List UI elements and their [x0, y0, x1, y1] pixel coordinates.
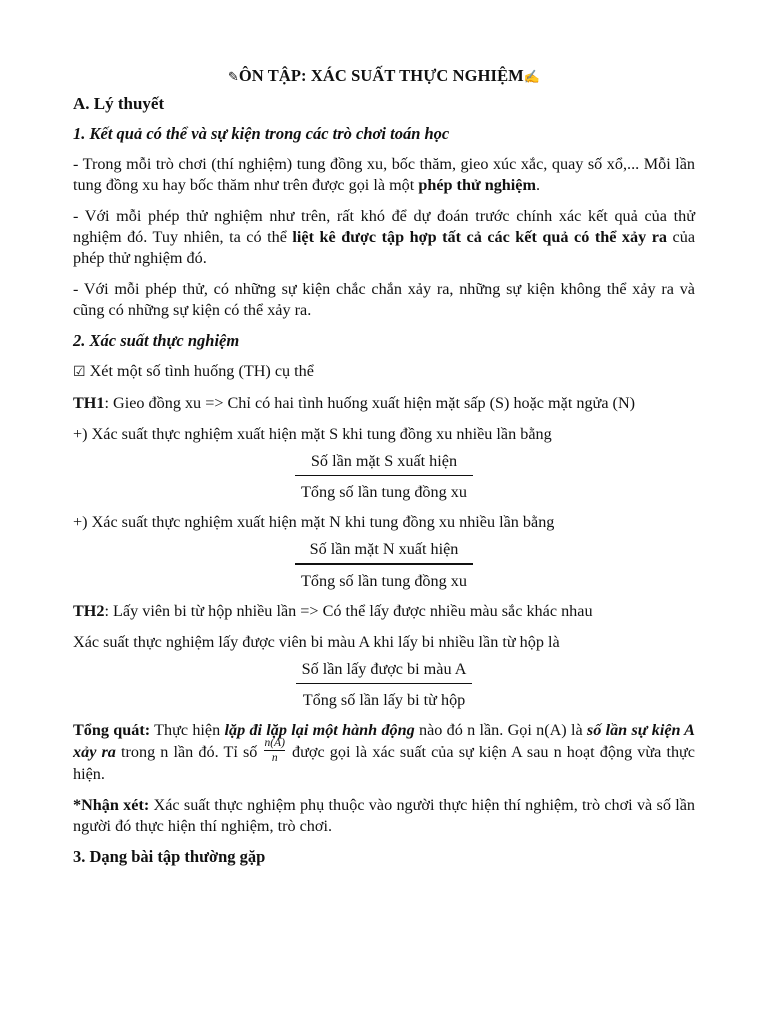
th1-n-fraction	[73, 539, 695, 590]
general-label: Tổng quát:	[73, 721, 151, 740]
check-line	[73, 361, 695, 383]
general-emphasis-1: lặp đi lặp lại một hành động	[224, 721, 415, 740]
paragraph-1-text: - Trong mỗi trò chơi (thí nghiệm) tung đồng xu, bốc thăm, gieo xúc xắc, quay số xổ,... Mỗi lần tung đồng xu hay bốc thăm như trên được gọi là một	[73, 155, 695, 194]
th2-label: TH2	[73, 601, 105, 620]
check-line-text: Xét một số tình huống (TH) cụ thể	[89, 362, 314, 380]
paragraph-2-end: của phép thử nghiệm đó.	[73, 228, 696, 267]
paragraph-1	[73, 154, 695, 196]
th1-text: : Gieo đồng xu => Chỉ có hai tình huống xuất hiện mặt sấp (S) hoặc mặt ngửa (N)	[104, 394, 636, 412]
th2-a-fraction	[73, 659, 695, 710]
heading-3: 3. Dạng bài tập thường gặp	[73, 846, 266, 866]
general-emphasis-2: số lần sự kiện A xảy ra	[73, 721, 695, 762]
checkbox-icon: ☑	[73, 364, 86, 380]
th2-line	[73, 601, 695, 622]
fraction-numerator: Số lần mặt N xuất hiện	[309, 540, 459, 559]
th2-a-intro: Xác suất thực nghiệm lấy được viên bi màu A khi lấy bi nhiều lần từ hộp là	[73, 632, 560, 651]
pencil-left-icon: ✎	[227, 69, 239, 84]
general-text-3: trong n lần đó. Tỉ số	[115, 743, 263, 762]
fraction-denominator: Tổng số lần tung đồng xu	[301, 571, 467, 590]
fraction-numerator: Số lần mặt S xuất hiện	[310, 452, 458, 470]
ratio-denominator: n	[271, 751, 278, 764]
ratio-numerator: n(A)	[264, 736, 285, 749]
remark-paragraph	[73, 795, 695, 837]
th1-n-intro: +) Xác suất thực nghiệm xuất hiện mặt N khi tung đồng xu nhiều lần bằng	[73, 513, 555, 532]
heading-2: 2. Xác suất thực nghiệm	[73, 331, 240, 350]
paragraph-2-bold: liệt kê được tập hợp tất cả các kết quả có thể xảy ra	[292, 228, 668, 246]
general-text-4: được gọi là xác suất của sự kiện A sau n hoạt động vừa thực hiện.	[73, 743, 695, 783]
fraction-denominator: Tổng số lần lấy bi từ hộp	[302, 691, 466, 710]
fraction-numerator: Số lần lấy được bi màu A	[301, 659, 467, 678]
remark-text: Xác suất thực nghiệm phụ thuộc vào người thực hiện thí nghiệm, trò chơi và số lần người đó thực hiện thí nghiệm, trò chơi.	[73, 795, 696, 835]
document-page	[73, 66, 695, 875]
heading-1: 1. Kết quả có thể và sự kiện trong các trò chơi toán học	[73, 124, 450, 143]
section-a-heading: A. Lý thuyết	[73, 94, 165, 113]
paragraph-3: - Với mỗi phép thử, có những sự kiện chắc chắn xảy ra, những sự kiện không thể xảy ra và cũng có những sự kiện có thể xảy ra.	[73, 280, 695, 319]
ratio-fraction	[264, 737, 284, 764]
fraction-denominator: Tổng số lần tung đồng xu	[301, 483, 467, 502]
th1-s-fraction	[73, 451, 695, 502]
paragraph-2-text: - Với mỗi phép thử nghiệm như trên, rất khó để dự đoán trước chính xác kết quả của thử nghiệm đó. Tuy nhiên, ta có thể	[73, 207, 695, 246]
document-title	[73, 66, 695, 86]
title-text: ÔN TẬP: XÁC SUẤT THỰC NGHIỆM	[238, 66, 524, 85]
paragraph-1-end: .	[535, 176, 541, 194]
paragraph-1-bold: phép thử nghiệm	[418, 176, 536, 194]
pencil-right-icon: ✍	[523, 69, 541, 84]
general-text-2: nào đó n lần. Gọi n(A) là	[414, 721, 587, 740]
ratio-bar	[264, 750, 284, 751]
th1-line	[73, 393, 695, 414]
general-text-1: Thực hiện	[150, 721, 225, 740]
general-paragraph	[73, 720, 695, 785]
paragraph-2	[73, 206, 695, 269]
remark-label: *Nhận xét:	[73, 795, 150, 814]
th1-label: TH1	[73, 394, 105, 412]
th2-text: : Lấy viên bi từ hộp nhiều lần => Có thể lấy được nhiều màu sắc khác nhau	[104, 601, 593, 620]
th1-s-intro: +) Xác suất thực nghiệm xuất hiện mặt S khi tung đồng xu nhiều lần bằng	[73, 425, 552, 443]
